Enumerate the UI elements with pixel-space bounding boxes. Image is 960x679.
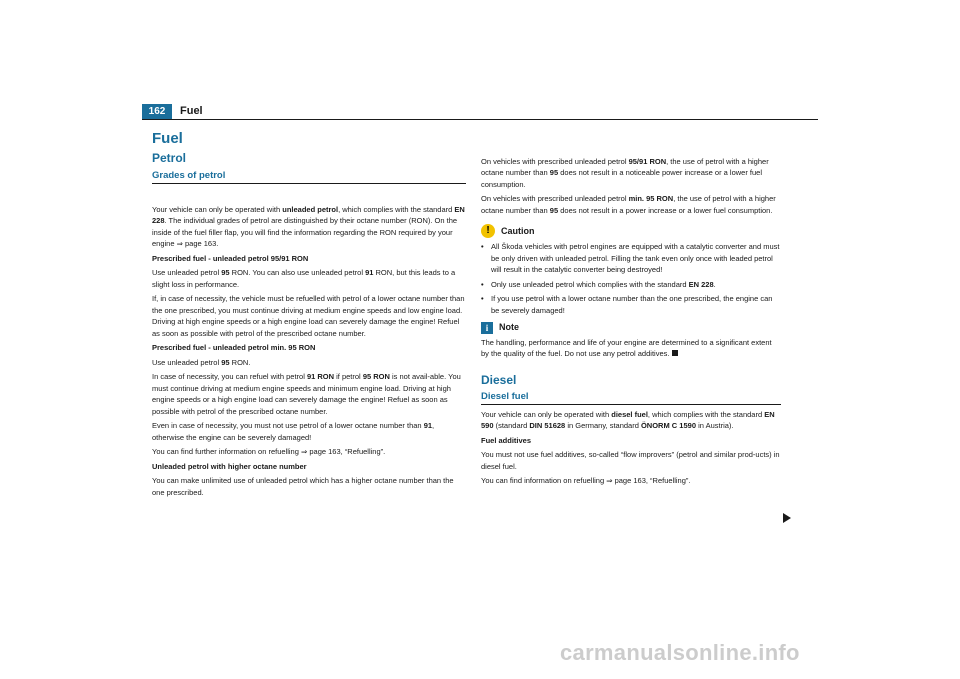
caution-item: • Only use unleaded petrol which complies with the standard EN 228. — [481, 279, 716, 289]
paragraph: Use unleaded petrol 95 RON. — [152, 357, 251, 367]
end-of-section-icon — [672, 350, 678, 356]
page-number: 162 — [142, 104, 172, 119]
paragraph: You can make unlimited use of unleaded petrol which has a higher octane number than the one prescribed. — [152, 476, 454, 497]
subheading-95-91: Prescribed fuel - unleaded petrol 95/91 RON — [152, 253, 309, 263]
subsection-title-grades: Grades of petrol — [152, 169, 466, 184]
section-title-diesel: Diesel — [481, 372, 517, 387]
note-heading — [481, 322, 781, 334]
paragraph: Your vehicle can only be operated with unleaded petrol, which complies with the standard EN 228. The individual grades of petrol are distinguished by their octane number (RON). On the inside of the fuel filler flap, you will find the information regarding the RON required by your engine ⇒ page 163. — [152, 205, 465, 249]
next-page-arrow-icon[interactable] — [783, 513, 791, 523]
paragraph: Use unleaded petrol 95 RON. You can also use unleaded petrol 91 RON, but this leads to a slight loss in performance. — [152, 268, 456, 289]
paragraph: If, in case of necessity, the vehicle must be refuelled with petrol of a lower octane number than the one prescribed, you must continue driving at medium engine speeds and low engine load. Driving at high engine speeds or a high engine load can severely damage the engine! Refuel as soon as possible with petrol of the prescribed octane number. — [152, 294, 465, 338]
left-column — [152, 130, 466, 501]
note-text: The handling, performance and life of your engine are determined to a significant extent by the quality of the fuel. Do not use any petrol additives. — [481, 338, 772, 359]
cross-reference[interactable]: You can find information on refuelling ⇒ page 163, “Refuelling”. — [481, 476, 691, 486]
section-title-petrol: Petrol — [152, 151, 187, 165]
caution-heading — [481, 224, 781, 238]
note-title: Note — [499, 322, 519, 333]
right-column — [481, 156, 781, 490]
info-note-icon: i — [481, 322, 493, 334]
bullet-icon: • — [481, 294, 484, 304]
running-header-title: Fuel — [180, 105, 203, 117]
caution-warning-icon: ! — [481, 224, 495, 238]
paragraph: You must not use fuel additives, so-called “flow improvers” (petrol and similar prod-ucts) in diesel fuel. — [481, 450, 780, 471]
caution-title: Caution — [501, 225, 535, 236]
bullet-icon: • — [481, 279, 484, 289]
paragraph: Your vehicle can only be operated with diesel fuel, which complies with the standard EN 590 (standard DIN 51628 in Germany, standard ÖNORM C 1590 in Austria). — [481, 409, 775, 431]
bullet-icon: • — [481, 242, 484, 252]
paragraph: On vehicles with prescribed unleaded petrol min. 95 RON, the use of petrol with a higher octane number than 95 does not result in a power increase or a lower fuel consumption. — [481, 194, 776, 215]
caution-item: • All Škoda vehicles with petrol engines are equipped with a catalytic converter and must be only driven with unleaded petrol. Filling the tank even only once with leaded petrol will result in the catalytic converter being destroyed! — [481, 242, 780, 275]
subheading-fuel-additives: Fuel additives — [481, 435, 532, 445]
chapter-title: Fuel — [152, 130, 183, 147]
subheading-min-95: Prescribed fuel - unleaded petrol min. 95 RON — [152, 343, 316, 353]
header-rule — [142, 119, 818, 120]
subsection-title-diesel-fuel: Diesel fuel — [481, 390, 781, 405]
paragraph: On vehicles with prescribed unleaded petrol 95/91 RON, the use of petrol with a higher octane number than 95 does not result in a noticeable power increase or a lower fuel consumption. — [481, 157, 769, 189]
watermark: carmanualsonline.info — [560, 640, 800, 665]
paragraph: In case of necessity, you can refuel with petrol 91 RON if petrol 95 RON is not avail-able. You must continue driving at medium engine speeds and minimum engine load. Driving at high engine speeds or a high engine load can severely damage the engine! Refuel as soon as possible with petrol of the prescribed octane number. — [152, 372, 461, 416]
cross-reference[interactable]: You can find further information on refuelling ⇒ page 163, “Refuelling”. — [152, 447, 386, 457]
subheading-higher-octane: Unleaded petrol with higher octane number — [152, 461, 307, 471]
paragraph: Even in case of necessity, you must not use petrol of a lower octane number than 91, otherwise the engine can be severely damaged! — [152, 421, 435, 442]
caution-item: • If you use petrol with a lower octane number than the one prescribed, the engine can be severely damaged! — [481, 294, 773, 315]
